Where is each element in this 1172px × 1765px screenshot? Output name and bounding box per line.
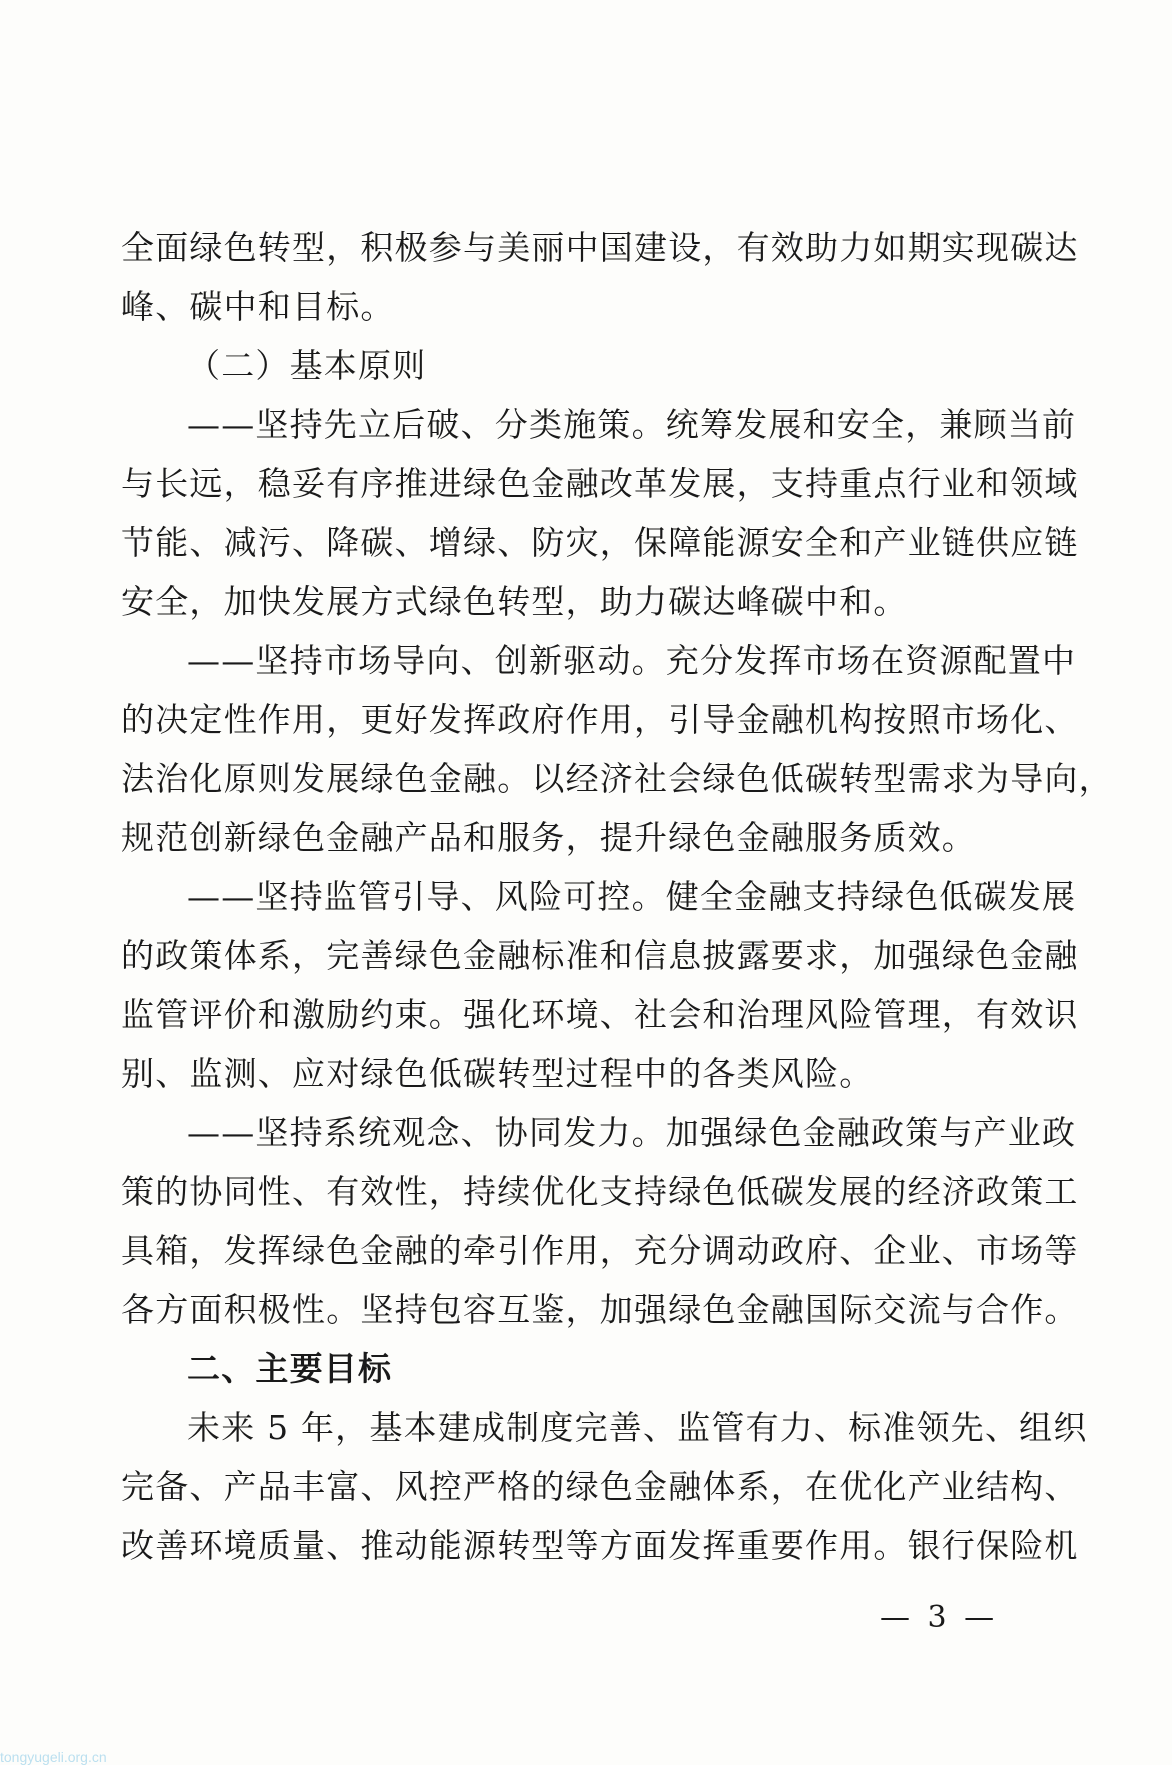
text-line: 节能、减污、降碳、增绿、防灾，保障能源安全和产业链供应链 [121, 523, 1079, 562]
text-line: 完备、产品丰富、风控严格的绿色金融体系，在优化产业结构、 [121, 1467, 1079, 1506]
paragraph-first-line: ——坚持系统观念、协同发力。加强绿色金融政策与产业政 [187, 1113, 1077, 1152]
paragraph-first-line: ——坚持监管引导、风险可控。健全金融支持绿色低碳发展 [187, 877, 1077, 916]
text-line: 规范创新绿色金融产品和服务，提升绿色金融服务质效。 [121, 818, 976, 857]
paragraph-first-line: ——坚持市场导向、创新驱动。充分发挥市场在资源配置中 [187, 641, 1077, 680]
text-line: 安全，加快发展方式绿色转型，助力碳达峰碳中和。 [121, 582, 908, 621]
text-line: 别、监测、应对绿色低碳转型过程中的各类风险。 [121, 1054, 874, 1093]
watermark: tongyugeli.org.cn [0, 1749, 107, 1765]
text-line: 法治化原则发展绿色金融。以经济社会绿色低碳转型需求为导向， [121, 759, 1113, 798]
text-line: 与长远，稳妥有序推进绿色金融改革发展，支持重点行业和领域 [121, 464, 1079, 503]
text-line: 各方面积极性。坚持包容互鉴，加强绿色金融国际交流与合作。 [121, 1290, 1079, 1329]
text-line: 全面绿色转型，积极参与美丽中国建设，有效助力如期实现碳达 [121, 228, 1079, 267]
section-heading: 二、主要目标 [187, 1349, 393, 1388]
page-number: — 3 — [880, 1600, 999, 1635]
text-line: 峰、碳中和目标。 [121, 287, 395, 326]
text-line: 改善环境质量、推动能源转型等方面发挥重要作用。银行保险机 [121, 1526, 1079, 1565]
paragraph-first-line: 未来 5 年，基本建成制度完善、监管有力、标准领先、组织 [187, 1408, 1088, 1447]
paragraph-first-line: ——坚持先立后破、分类施策。统筹发展和安全，兼顾当前 [187, 405, 1077, 444]
text-line: 监管评价和激励约束。强化环境、社会和治理风险管理，有效识 [121, 995, 1079, 1034]
text-line: 的决定性作用，更好发挥政府作用，引导金融机构按照市场化、 [121, 700, 1079, 739]
text-line: 的政策体系，完善绿色金融标准和信息披露要求，加强绿色金融 [121, 936, 1079, 975]
text-line: 具箱，发挥绿色金融的牵引作用，充分调动政府、企业、市场等 [121, 1231, 1079, 1270]
text-line: 策的协同性、有效性，持续优化支持绿色低碳发展的经济政策工 [121, 1172, 1079, 1211]
document-body [121, 218, 1113, 1575]
section-subheading: （二）基本原则 [187, 346, 427, 385]
